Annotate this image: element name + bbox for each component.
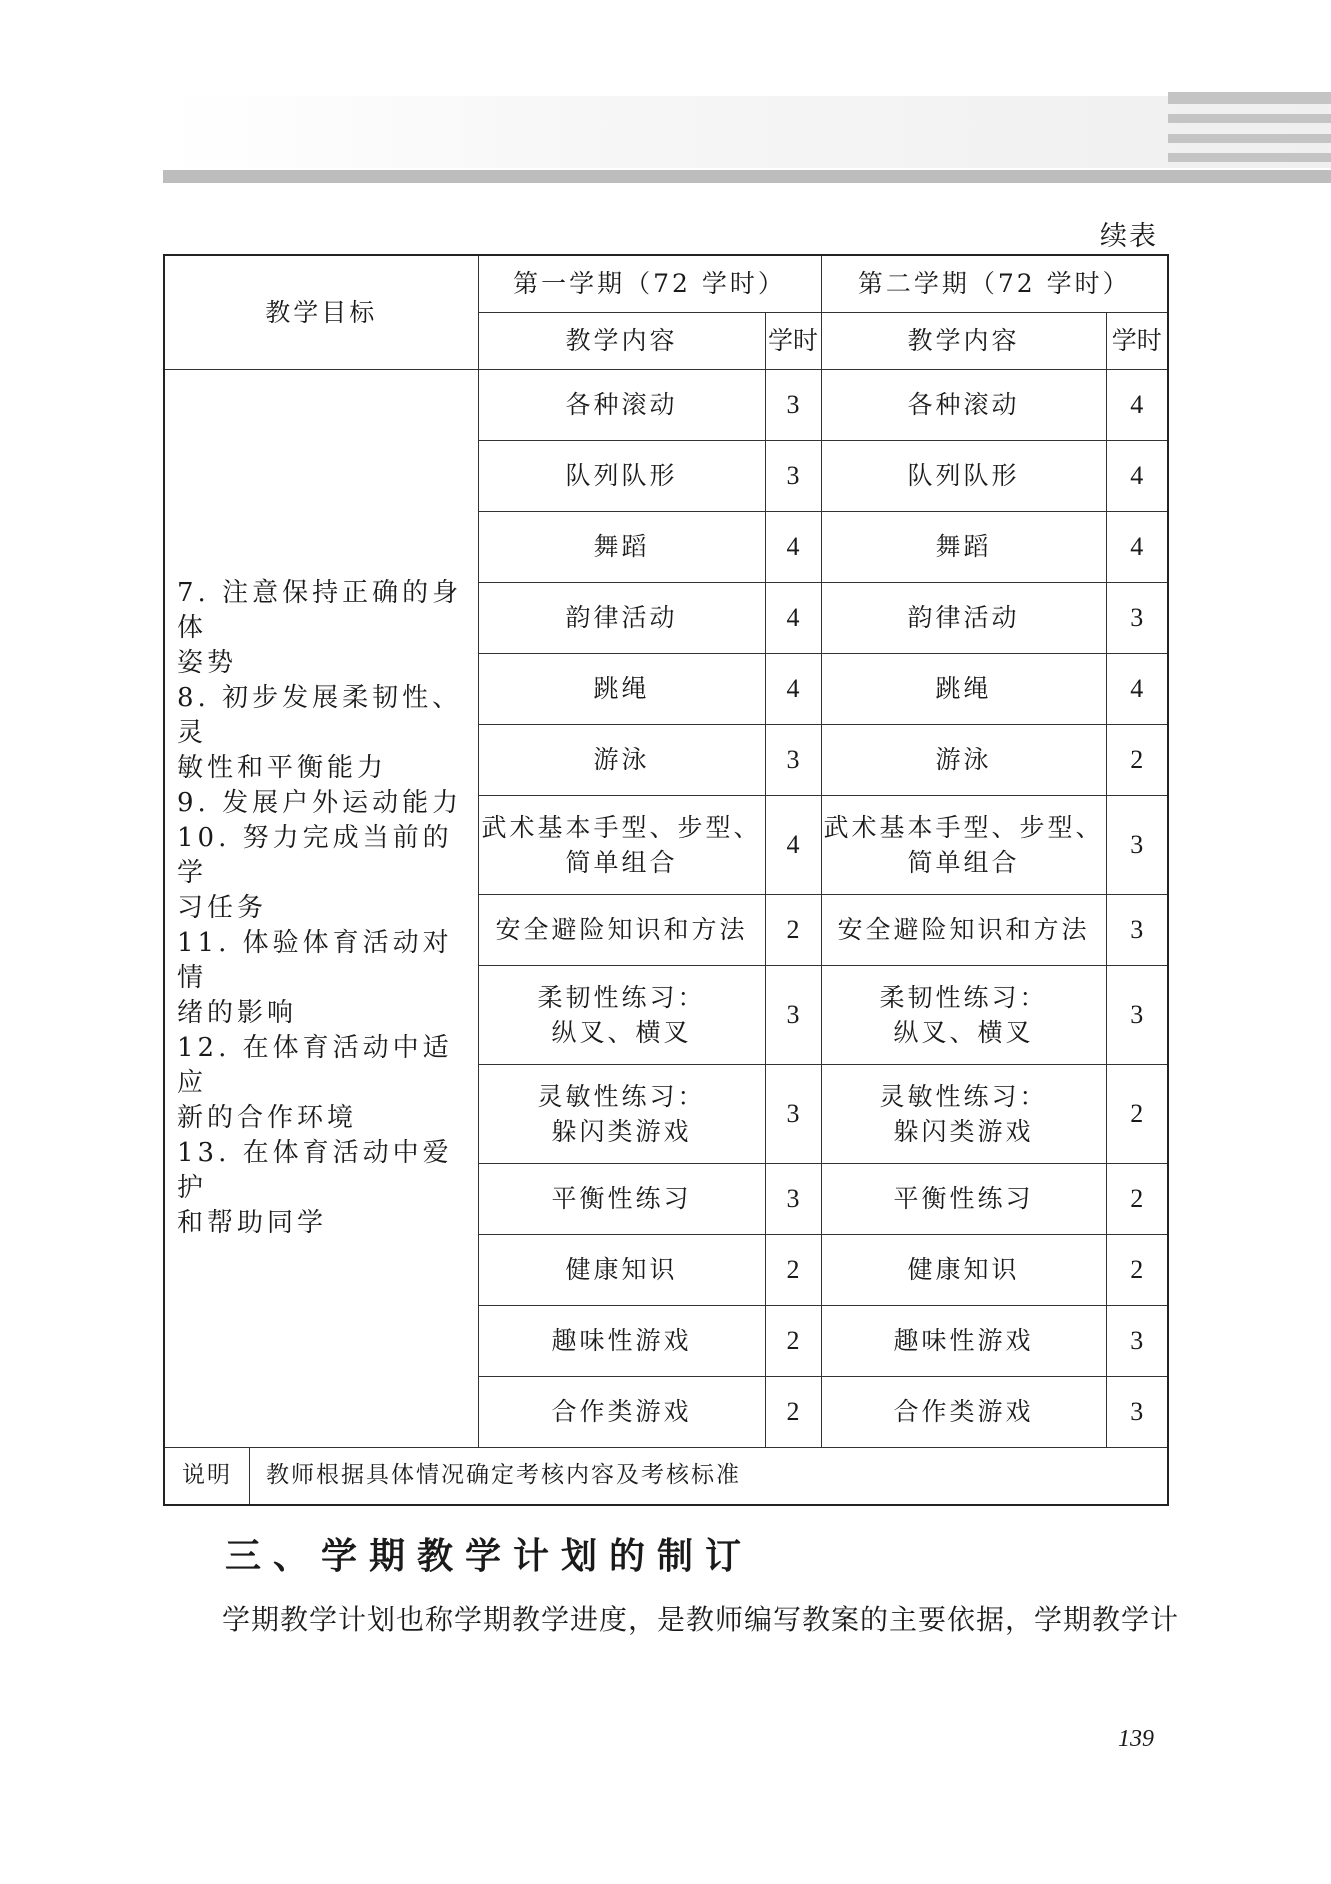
semester1-hours: 3 bbox=[765, 440, 821, 511]
semester2-content bbox=[821, 894, 1106, 965]
content-line: 武术基本手型、步型、 bbox=[823, 812, 1104, 842]
content-line: 趣味性游戏 bbox=[893, 1326, 1034, 1355]
table-row bbox=[164, 369, 1168, 440]
content-line: 趣味性游戏 bbox=[551, 1326, 692, 1355]
content-line: 纵叉、横叉 bbox=[893, 1017, 1034, 1047]
content-line: 平衡性练习 bbox=[551, 1184, 692, 1213]
semester1-hours: 2 bbox=[765, 1305, 821, 1376]
note-row bbox=[164, 1447, 1168, 1505]
content-line: 游泳 bbox=[593, 745, 650, 774]
goal-line: 13. 在体育活动中爱护 bbox=[177, 1137, 453, 1203]
semester1-content bbox=[478, 1163, 765, 1234]
semester2-content bbox=[821, 1064, 1106, 1163]
content-line: 各种滚动 bbox=[907, 390, 1020, 419]
semester2-content bbox=[821, 1234, 1106, 1305]
semester1-content bbox=[478, 965, 765, 1064]
semester2-content bbox=[821, 724, 1106, 795]
content-line: 简单组合 bbox=[565, 847, 678, 877]
continued-label: 续表 bbox=[1100, 221, 1158, 252]
semester1-hours: 4 bbox=[765, 795, 821, 894]
semester1-content bbox=[478, 653, 765, 724]
goal-line: 新的合作环境 bbox=[177, 1102, 358, 1133]
goal-line: 姿势 bbox=[177, 647, 238, 678]
content-line: 武术基本手型、步型、 bbox=[481, 812, 762, 842]
header-rule bbox=[163, 170, 1331, 183]
teaching-plan-table bbox=[163, 254, 1169, 1506]
page-number: 139 bbox=[1118, 1726, 1154, 1752]
semester2-content bbox=[821, 582, 1106, 653]
content-line: 平衡性练习 bbox=[893, 1184, 1034, 1213]
semester2-content bbox=[821, 965, 1106, 1064]
goal-line: 9. 发展户外运动能力 bbox=[177, 787, 463, 818]
semester1-hours: 3 bbox=[765, 369, 821, 440]
content-header: 教学内容 bbox=[821, 312, 1106, 369]
semester1-hours: 4 bbox=[765, 511, 821, 582]
semester1-content bbox=[478, 894, 765, 965]
header-band bbox=[163, 96, 1331, 168]
semester1-hours: 3 bbox=[765, 724, 821, 795]
semester2-hours: 2 bbox=[1106, 724, 1168, 795]
semester2-hours: 2 bbox=[1106, 1234, 1168, 1305]
semester2-hours: 3 bbox=[1106, 795, 1168, 894]
semester1-content bbox=[478, 582, 765, 653]
semester2-content bbox=[821, 1163, 1106, 1234]
semester1-content bbox=[478, 511, 765, 582]
semester2-hours: 3 bbox=[1106, 894, 1168, 965]
semester2-hours: 3 bbox=[1106, 1376, 1168, 1447]
goal-line: 11. 体验体育活动对情 bbox=[177, 927, 453, 993]
semester2-content bbox=[821, 1376, 1106, 1447]
hours-header: 学时 bbox=[765, 312, 821, 369]
content-line: 灵敏性练习： bbox=[537, 1081, 706, 1111]
semester1-content bbox=[478, 1234, 765, 1305]
content-line: 队列队形 bbox=[907, 461, 1020, 490]
content-line: 安全避险知识和方法 bbox=[837, 915, 1090, 944]
content-line: 合作类游戏 bbox=[893, 1397, 1034, 1426]
semester2-hours: 4 bbox=[1106, 511, 1168, 582]
semester2-hours: 4 bbox=[1106, 369, 1168, 440]
content-line: 韵律活动 bbox=[907, 603, 1020, 632]
semester1-hours: 3 bbox=[765, 1163, 821, 1234]
content-line: 简单组合 bbox=[907, 847, 1020, 877]
note-cell bbox=[164, 1447, 1168, 1505]
content-line: 跳绳 bbox=[593, 674, 650, 703]
hours-header: 学时 bbox=[1106, 312, 1168, 369]
goal-line: 7. 注意保持正确的身体 bbox=[177, 577, 463, 643]
section-title: 三、学期教学计划的制订 bbox=[225, 1536, 754, 1577]
note-text: 教师根据具体情况确定考核内容及考核标准 bbox=[266, 1462, 741, 1488]
semester2-hours: 3 bbox=[1106, 1305, 1168, 1376]
content-line: 健康知识 bbox=[565, 1255, 678, 1284]
content-line: 队列队形 bbox=[565, 461, 678, 490]
semester2-hours: 2 bbox=[1106, 1064, 1168, 1163]
goal-line: 12. 在体育活动中适应 bbox=[177, 1032, 453, 1098]
semester1-content bbox=[478, 369, 765, 440]
header-stripe bbox=[1168, 114, 1331, 123]
semester2-content bbox=[821, 369, 1106, 440]
semester1-content bbox=[478, 1064, 765, 1163]
header-stripe bbox=[1168, 134, 1331, 143]
semester2-header: 第二学期（72 学时） bbox=[821, 255, 1168, 312]
semester1-hours: 4 bbox=[765, 582, 821, 653]
goals-cell bbox=[164, 369, 478, 1447]
body-paragraph: 学期教学计划也称学期教学进度，是教师编写教案的主要依据，学期教学计 bbox=[222, 1603, 1180, 1636]
semester2-content bbox=[821, 653, 1106, 724]
content-line: 柔韧性练习： bbox=[879, 982, 1048, 1012]
content-line: 柔韧性练习： bbox=[537, 982, 706, 1012]
semester1-hours: 3 bbox=[765, 1064, 821, 1163]
content-header: 教学内容 bbox=[478, 312, 765, 369]
content-line: 韵律活动 bbox=[565, 603, 678, 632]
content-line: 舞蹈 bbox=[935, 532, 992, 561]
goal-line: 绪的影响 bbox=[177, 997, 298, 1028]
content-line: 安全避险知识和方法 bbox=[495, 915, 748, 944]
header-stripe bbox=[1168, 92, 1331, 104]
content-line: 游泳 bbox=[935, 745, 992, 774]
semester1-hours: 2 bbox=[765, 894, 821, 965]
semester2-content bbox=[821, 1305, 1106, 1376]
content-line: 合作类游戏 bbox=[551, 1397, 692, 1426]
goal-line: 和帮助同学 bbox=[177, 1207, 328, 1238]
semester1-content bbox=[478, 1376, 765, 1447]
semester2-hours: 3 bbox=[1106, 582, 1168, 653]
note-label: 说明 bbox=[165, 1448, 250, 1504]
semester1-hours: 2 bbox=[765, 1376, 821, 1447]
content-line: 健康知识 bbox=[907, 1255, 1020, 1284]
content-line: 躲闪类游戏 bbox=[551, 1116, 692, 1146]
goal-line: 8. 初步发展柔韧性、灵 bbox=[177, 682, 463, 748]
semester2-hours: 2 bbox=[1106, 1163, 1168, 1234]
semester1-content bbox=[478, 724, 765, 795]
semester1-hours: 2 bbox=[765, 1234, 821, 1305]
content-line: 灵敏性练习： bbox=[879, 1081, 1048, 1111]
semester1-hours: 4 bbox=[765, 653, 821, 724]
goal-header: 教学目标 bbox=[164, 255, 478, 369]
semester1-content bbox=[478, 1305, 765, 1376]
goal-line: 10. 努力完成当前的学 bbox=[177, 822, 453, 888]
semester1-content bbox=[478, 440, 765, 511]
semester2-content bbox=[821, 795, 1106, 894]
content-line: 各种滚动 bbox=[565, 390, 678, 419]
semester1-content bbox=[478, 795, 765, 894]
semester2-hours: 4 bbox=[1106, 653, 1168, 724]
goal-line: 习任务 bbox=[177, 892, 268, 923]
semester1-header: 第一学期（72 学时） bbox=[478, 255, 821, 312]
semester2-content bbox=[821, 511, 1106, 582]
content-line: 舞蹈 bbox=[593, 532, 650, 561]
content-line: 跳绳 bbox=[935, 674, 992, 703]
semester1-hours: 3 bbox=[765, 965, 821, 1064]
semester2-content bbox=[821, 440, 1106, 511]
semester2-hours: 4 bbox=[1106, 440, 1168, 511]
semester2-hours: 3 bbox=[1106, 965, 1168, 1064]
content-line: 躲闪类游戏 bbox=[893, 1116, 1034, 1146]
content-line: 纵叉、横叉 bbox=[551, 1017, 692, 1047]
header-stripe bbox=[1168, 153, 1331, 162]
goal-line: 敏性和平衡能力 bbox=[177, 752, 388, 783]
